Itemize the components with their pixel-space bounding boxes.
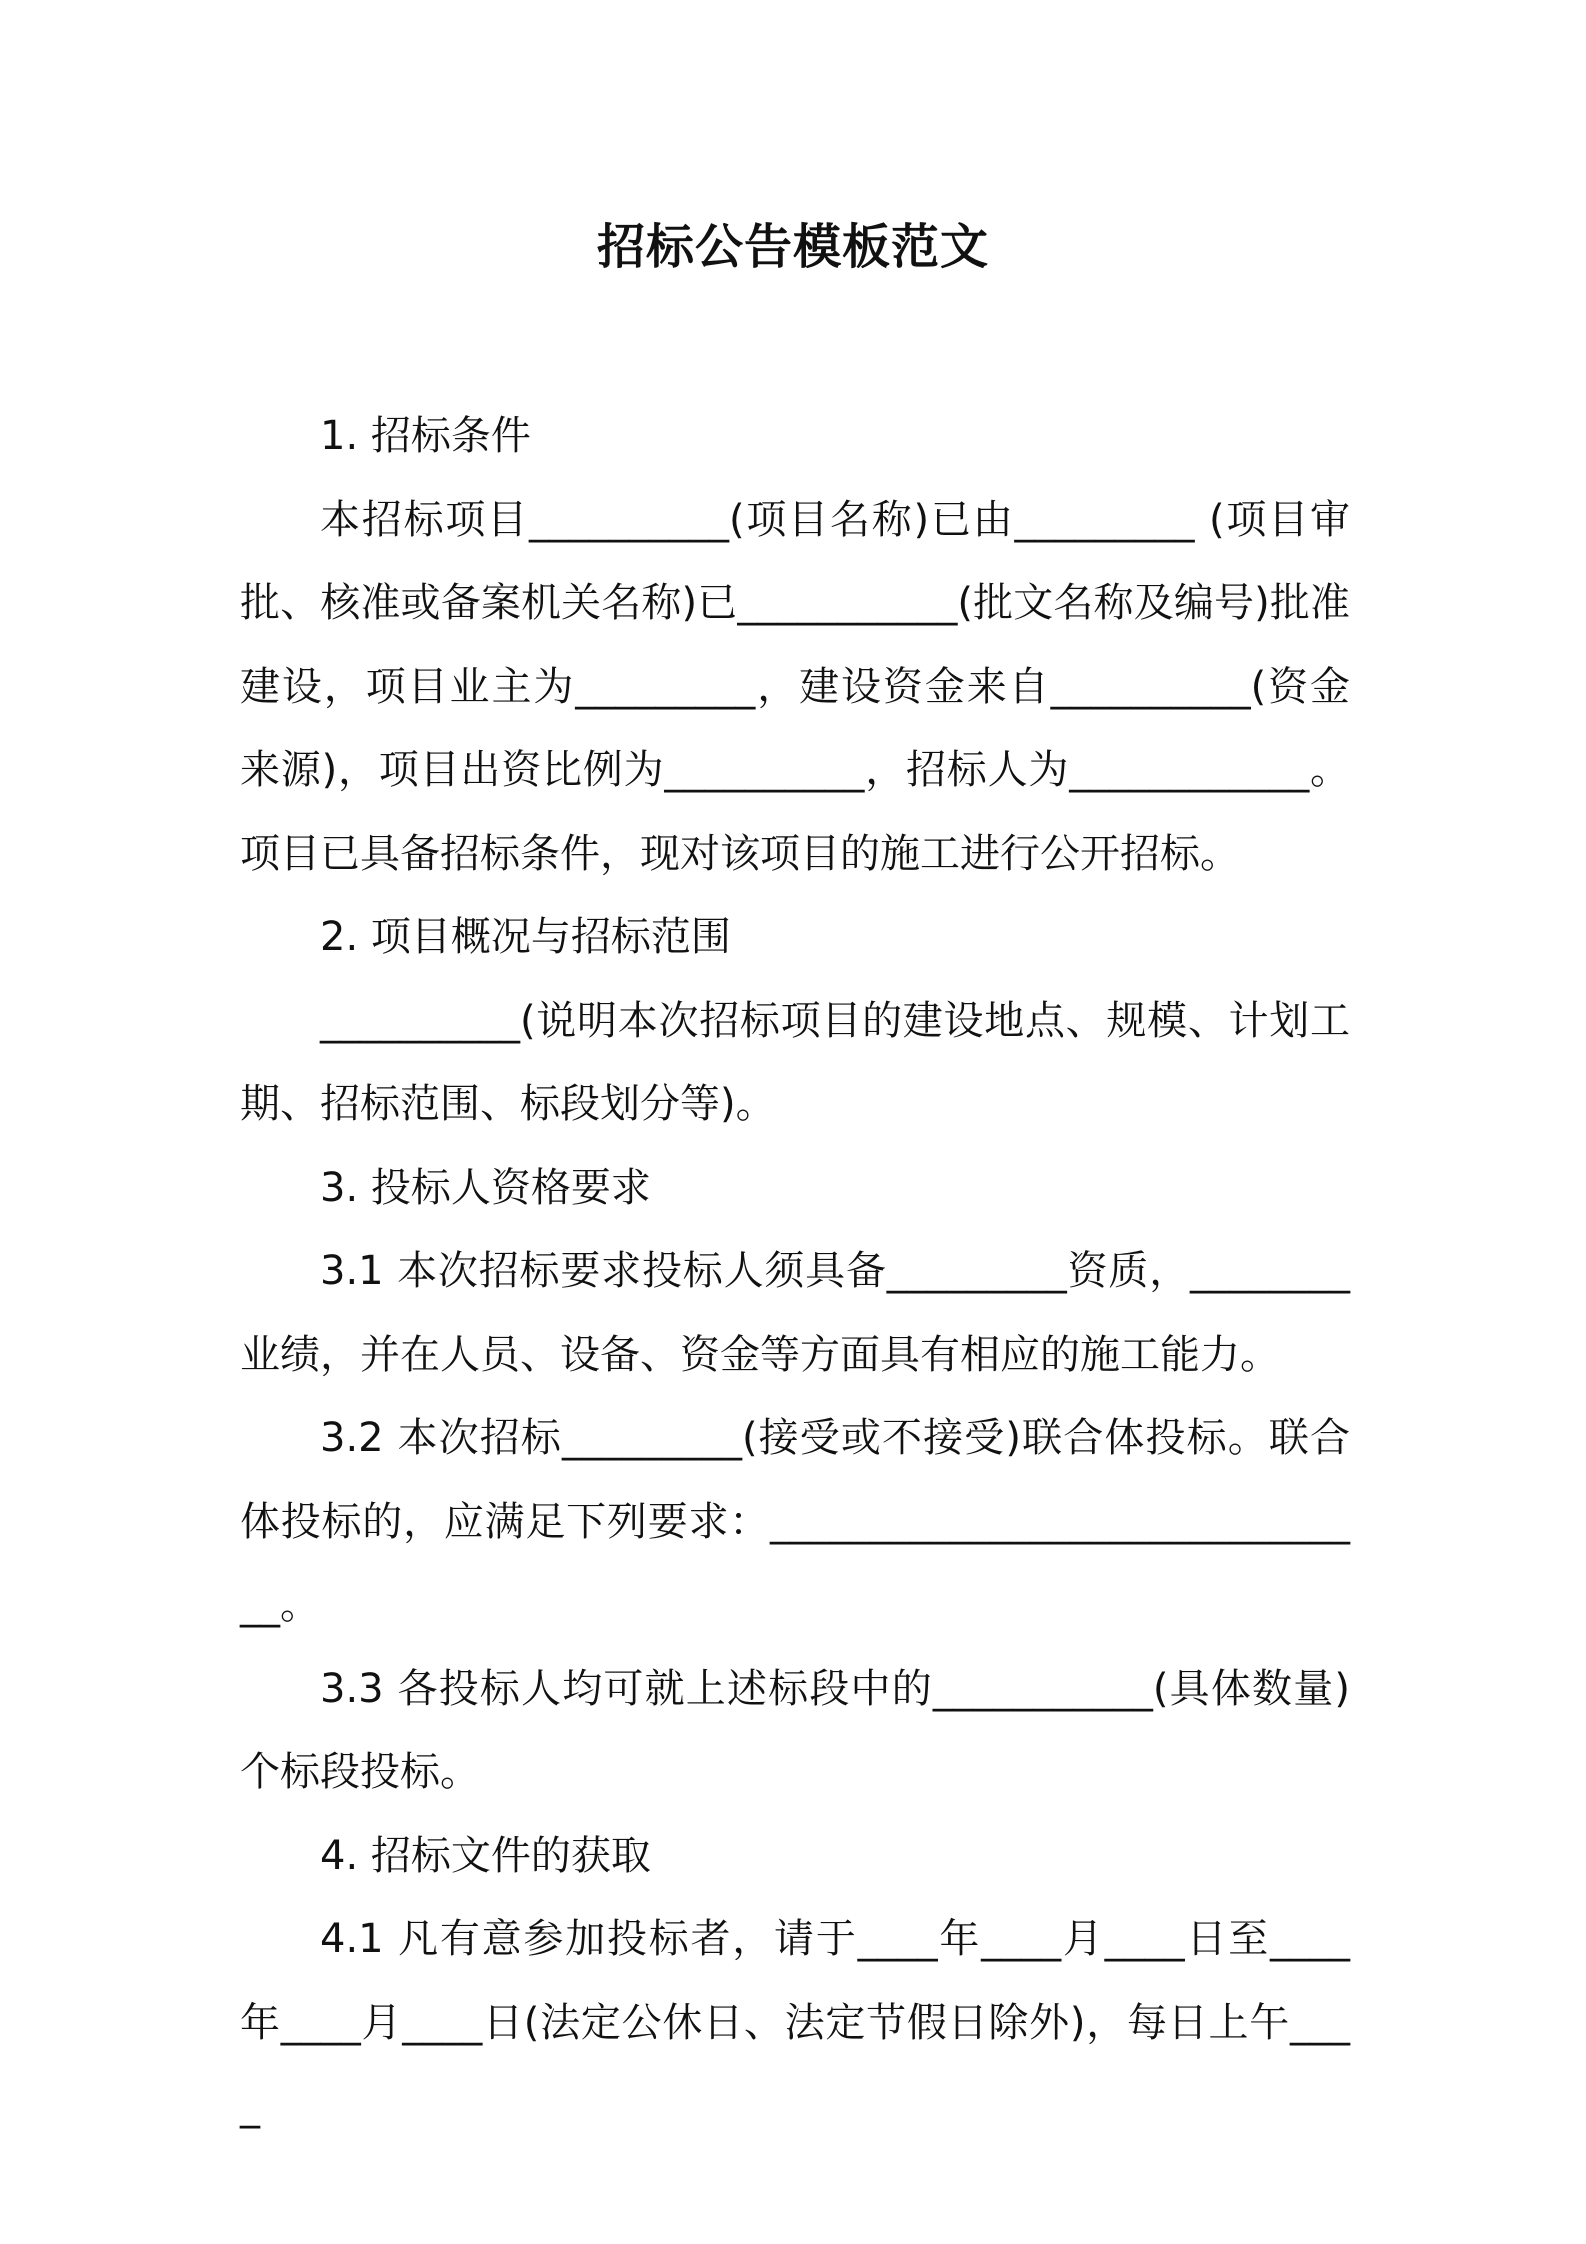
document-title: 招标公告模板范文 [596,219,989,275]
section-heading-project-overview: 2. 项目概况与招标范围 [320,914,731,960]
paragraph-qualification-3-3: 3.3 各投标人均可就上述标段中的___________(具体数量)个标段投标。 [240,1665,1350,1795]
paragraph-qualification-3-2: 3.2 本次招标_________(接受或不接受)联合体投标。联合体投标的，应满足下列要求：_______________________________。 [240,1415,1350,1628]
paragraph-obtaining-4-1: 4.1 凡有意参加投标者，请于____年____月____日至____年____月____日(法定公休日、法定节假日除外)，每日上午____ [240,1916,1350,2129]
section-heading-bidder-qualifications: 3. 投标人资格要求 [320,1164,651,1211]
paragraph-tender-conditions: 本招标项目__________(项目名称)已由_________ (项目审批、核准或备案机关名称)已___________(批文名称及编号)批准建设，项目业主为_________，建设资金来自__________(资金来源)，项目出资比例为__________，招标人为____________。项目已具备招标条件，现对该项目的施工进行公开招标。 [240,496,1350,877]
paragraph-qualification-3-1: 3.1 本次招标要求投标人须具备_________资质，________业绩，并在人员、设备、资金等方面具有相应的施工能力。 [240,1248,1350,1378]
section-heading-obtaining-documents: 4. 招标文件的获取 [320,1832,651,1879]
document-body [240,395,1350,2149]
paragraph-project-overview: __________(说明本次招标项目的建设地点、规模、计划工期、招标范围、标段划分等)。 [240,997,1350,1127]
section-heading-tender-conditions: 1. 招标条件 [320,413,531,459]
